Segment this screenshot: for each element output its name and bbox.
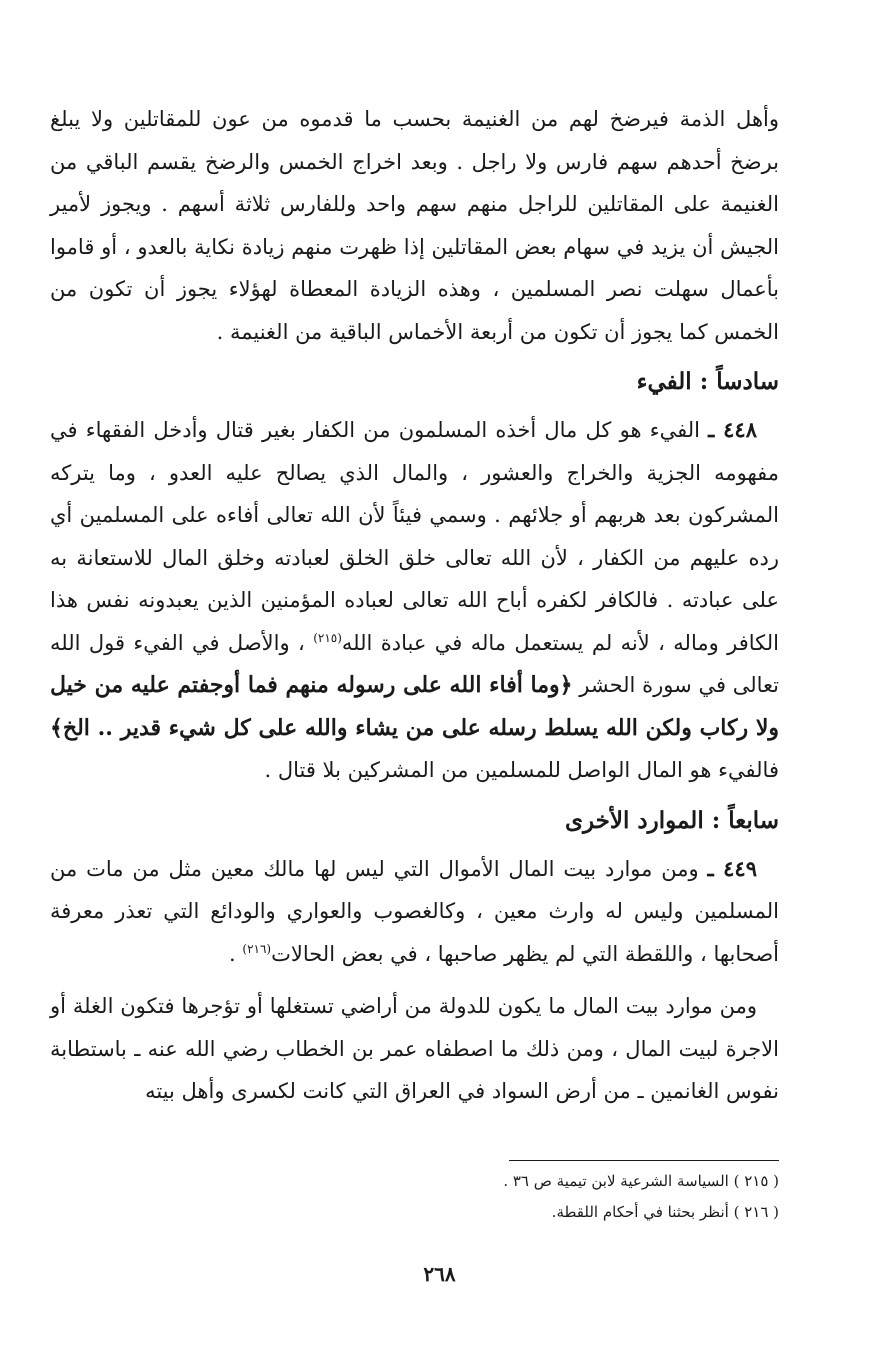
paragraph-gap (50, 975, 779, 985)
page-number: ٢٦٨ (423, 1262, 456, 1286)
paragraph-number-449: ٤٤٩ ـ (707, 855, 757, 881)
paragraph-448 (50, 409, 779, 792)
quran-verse-hashr: ﴿وما أفاء الله على رسوله منهم فما أوجفتم عليه من خيل ولا ركاب ولكن الله يسلط رسله على من يشاء والله على كل شيء قدير .. الخ﴾ (50, 672, 779, 741)
paragraph-state-lands: ومن موارد بيت المال ما يكون للدولة من أراضي تستغلها أو تؤجرها فتكون الغلة أو الاجرة لبيت المال ، ومن ذلك ما اصطفاه عمر بن الخطاب رضي الله عنه ـ باستطابة نفوس الغانمين ـ من أرض السواد في العراق التي كانت لكسرى وأهل بيته (50, 994, 779, 1103)
paragraph-number-448: ٤٤٨ ـ (708, 417, 757, 442)
footnote-ref-216[interactable]: (٢١٦) (242, 941, 272, 956)
footnotes (50, 1166, 779, 1228)
paragraph-449 (50, 848, 779, 976)
footnote-divider (509, 1160, 779, 1161)
page-body (50, 98, 779, 1113)
footnote-215: ( ٢١٥ ) السياسة الشرعية لابن تيمية ص ٣٦ . (503, 1172, 779, 1190)
footnote-216: ( ٢١٦ ) أنظر بحثنا في أحكام اللقطة. (551, 1203, 779, 1221)
paragraph-448-conclusion: فالفيء هو المال الواصل للمسلمين من المشركين بلا قتال . (264, 758, 779, 782)
paragraph-spoils-distribution: وأهل الذمة فيرضخ لهم من الغنيمة بحسب ما قدموه من عون للمقاتلين ولا يبلغ برضخ أحدهم سهم فارس ولا راجل . وبعد اخراج الخمس والرضخ يقسم الباقي من الغنيمة على المقاتلين للراجل منهم سهم واحد وللفارس ثلاثة أسهم . ويجوز لأمير الجيش أن يزيد في سهام بعض المقاتلين إذا ظهرت منهم زيادة نكاية بالعدو ، أو قاموا بأعمال سهلت نصر المسلمين ، وهذه الزيادة المعطاة لهؤلاء يجوز أن تكون من الخمس كما يجوز أن تكون من أربعة الأخماس الباقية من الغنيمة . (50, 107, 779, 344)
paragraph-448-text-cont: ، والأصل في الفيء قول الله تعالى في سورة الحشر (50, 630, 779, 697)
paragraph-448-text: الفيء هو كل مال أخذه المسلمون من الكفار بغير قتال وأدخل الفقهاء في مفهومه الجزية والخراج والعشور ، والمال الذي يصالح عليه العدو ، وما يتركه المشركون بعد هربهم أو جلائهم . وسمي فيئاً لأن الله تعالى أفاءه على المسلمين أي رده عليهم من الكفار ، لأن الله تعالى خلق الخلق لعبادته وخلق المال للاستعانة به على عبادته . فالكافر لكفره أباح الله تعالى لعباده المؤمنين الذين يعبدونه نفس هذا الكافر وماله ، لأنه لم يستعمل ماله في عبادة الله (50, 418, 779, 655)
section-heading-fay: سادساً : الفيء (636, 368, 779, 395)
paragraph-449-text: ومن موارد بيت المال الأموال التي ليس لها مالك معين مثل من مات من المسلمين وليس له وارث معين ، وكالغصوب والعواري والودائع التي تعذر معرفة أصحابها ، واللقطة التي لم يظهر صاحبها ، في بعض الحالات (50, 856, 779, 966)
footnote-ref-215[interactable]: (٢١٥) (313, 630, 342, 645)
section-heading-other-resources: سابعاً : الموارد الأخرى (564, 806, 779, 834)
paragraph-449-end: . (229, 941, 236, 966)
